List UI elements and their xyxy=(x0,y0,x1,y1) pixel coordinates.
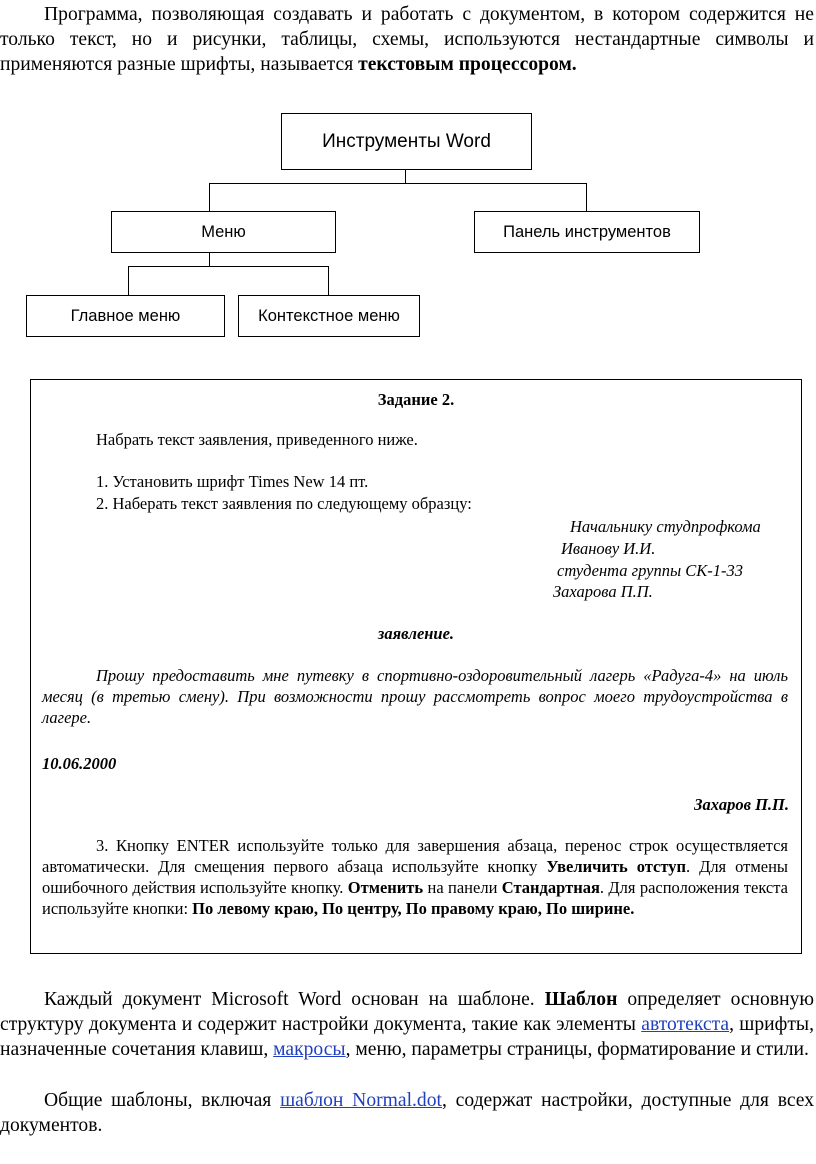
statement-heading: заявление. xyxy=(377,624,455,643)
task-step-3: 3. Кнопку ENTER используйте только для завершения абзаца, перенос строк осуществляется автоматически. Для смещения первого абзаца используйте кнопку Увеличить отступ. Для отмены ошибочного действия используйте кнопку. Отменить на панели Стандартная. Для расположения текста используйте кнопки: По левому краю, По центру, По правому краю, По ширине. xyxy=(42,836,789,918)
toolbar-name-standard: Стандартная xyxy=(501,878,600,897)
global-templates-paragraph: Общие шаблоны, включая шаблон Normal.dot, содержат настройки, доступные для всех документов. xyxy=(0,1090,815,1136)
intro-term: текстовым процессором. xyxy=(358,54,577,75)
connector-line xyxy=(209,183,586,184)
autotext-link[interactable]: автотекста xyxy=(641,1014,730,1035)
connector-line xyxy=(586,183,587,211)
task-step-2: 2. Наберать текст заявления по следующему образцу: xyxy=(96,494,472,513)
macros-link[interactable]: макросы xyxy=(273,1039,346,1060)
statement-date: 10.06.2000 xyxy=(42,754,117,773)
normal-dot-link[interactable]: шаблон Normal.dot xyxy=(280,1090,442,1111)
diagram-menu: Меню xyxy=(111,211,336,253)
connector-line xyxy=(209,183,210,211)
template-term: Шаблон xyxy=(544,989,618,1010)
connector-line xyxy=(128,266,328,267)
task-title: Задание 2. xyxy=(377,390,455,409)
addressee-line: Иванову И.И. xyxy=(561,539,656,558)
task-frame xyxy=(30,379,802,954)
connector-line xyxy=(209,253,210,266)
diagram-context-menu: Контекстное меню xyxy=(238,295,420,337)
intro-paragraph: Программа, позволяющая создавать и работать с документом, в котором содержится не только текст, но и рисунки, таблицы, схемы, используются нестандартные символы и применяются разные шрифты, называется текстовым процессором. xyxy=(0,4,814,75)
addressee-line: Начальнику студпрофкома xyxy=(570,517,761,536)
button-name-increase-indent: Увеличить отступ xyxy=(546,857,687,876)
connector-line xyxy=(328,266,329,295)
task-step-1: 1. Установить шрифт Times New 14 пт. xyxy=(96,472,369,491)
statement-signature: Захаров П.П. xyxy=(694,795,789,814)
statement-body: Прошу предоставить мне путевку в спортивно-оздоровительный лагерь «Радуга-4» на июль месяц (в третью смену). При возможности прошу рассмотреть вопрос моего трудоустройства в лагере. xyxy=(42,666,788,727)
diagram-toolbar: Панель инструментов xyxy=(474,211,700,253)
diagram-main-menu: Главное меню xyxy=(26,295,225,337)
connector-line xyxy=(405,170,406,183)
button-name-undo: Отменить xyxy=(347,878,424,897)
addressee-line: студента группы СК-1-33 xyxy=(557,561,743,580)
connector-line xyxy=(128,266,129,295)
task-instruction: Набрать текст заявления, приведенного ниже. xyxy=(96,430,418,449)
templates-paragraph: Каждый документ Microsoft Word основан на шаблоне. Шаблон определяет основную структуру документа и содержит настройки документа, такие как элементы автотекста, шрифты, назначенные сочетания клавиш, макросы, меню, параметры страницы, форматирование и стили. xyxy=(0,989,815,1060)
alignment-buttons: По левому краю, По центру, По правому краю, По ширине. xyxy=(192,899,635,918)
addressee-line: Захарова П.П. xyxy=(553,582,653,601)
diagram-root: Инструменты Word xyxy=(281,113,532,170)
